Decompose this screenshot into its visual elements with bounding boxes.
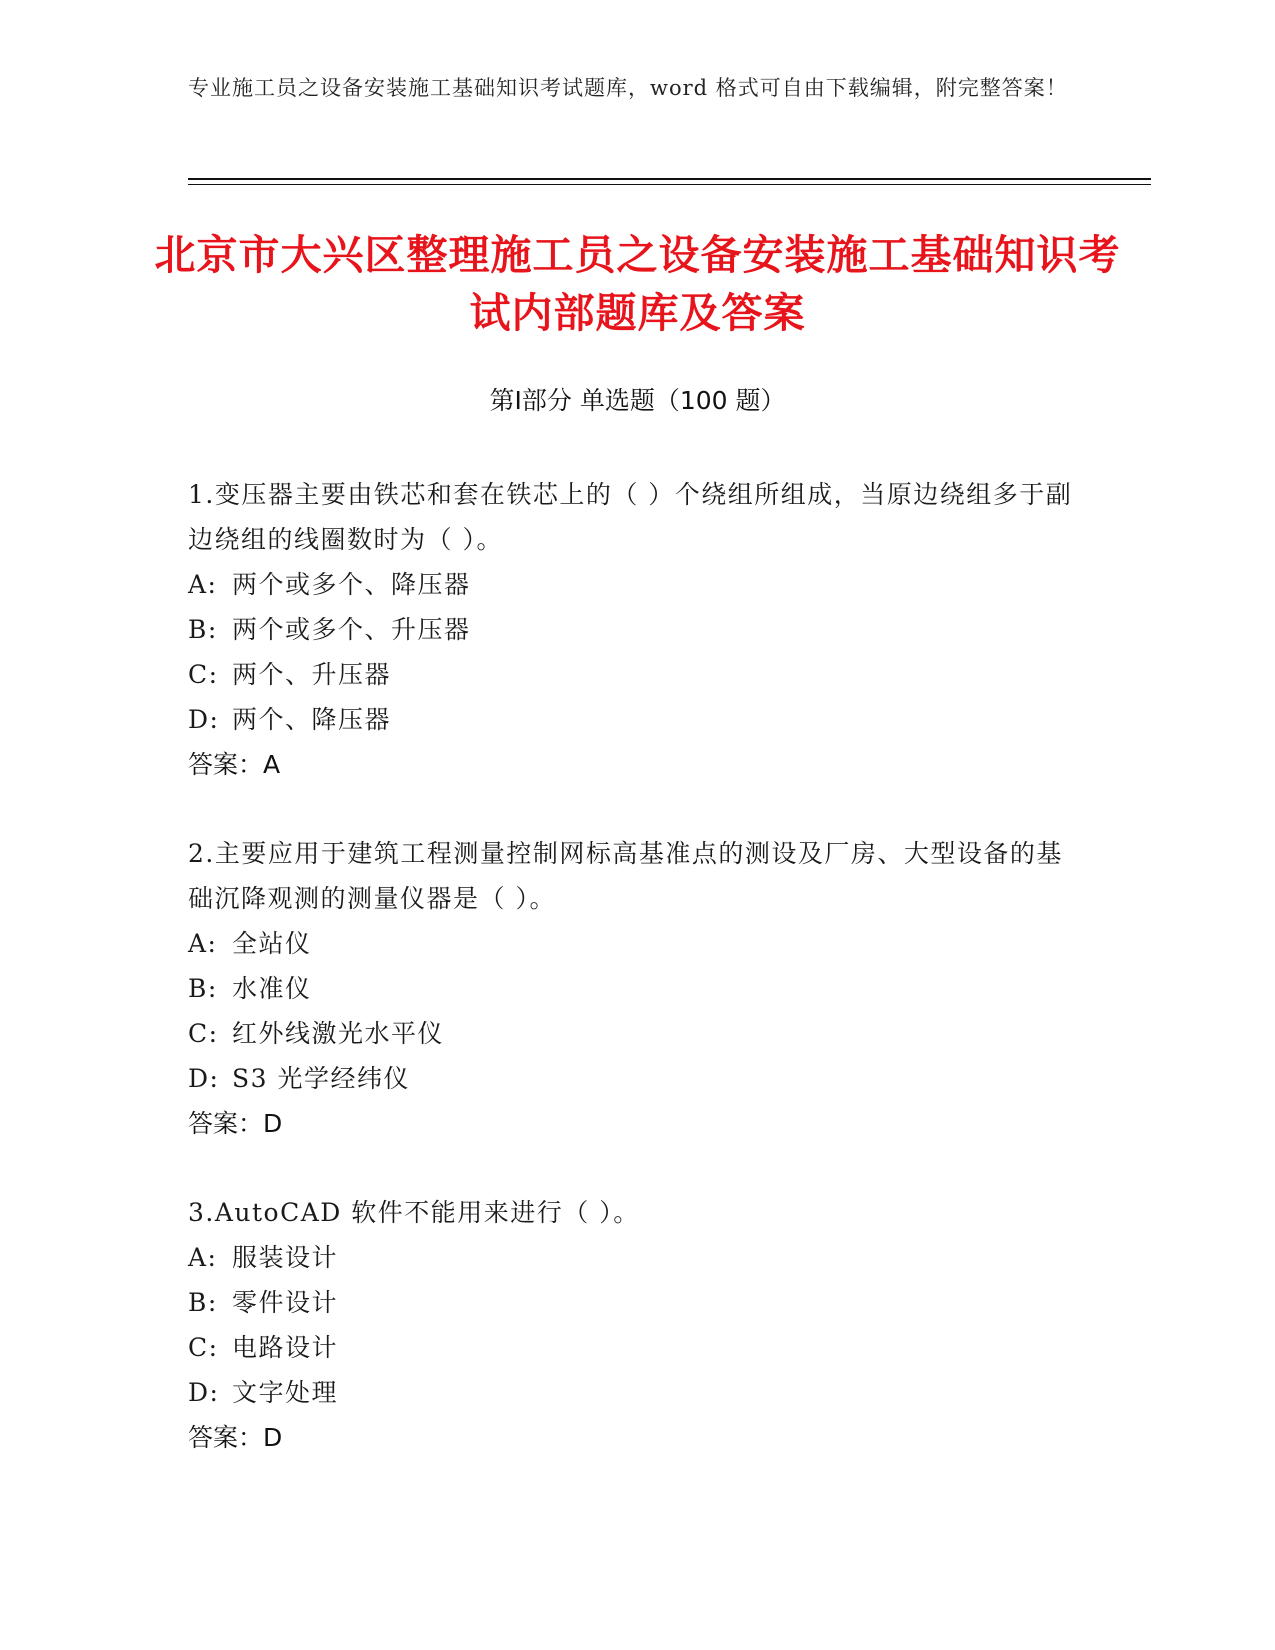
option-text: 红外线激光水平仪 (232, 1019, 445, 1048)
option-text: 两个、升压器 (232, 660, 392, 689)
option-text: 零件设计 (232, 1288, 339, 1317)
option-key: C: (188, 1333, 219, 1362)
option-key: C: (188, 1019, 219, 1048)
question-stem: 2.主要应用于建筑工程测量控制网标高基准点的测设及厂房、大型设备的基础沉降观测的测量仪器是（ ）。 (188, 839, 1063, 913)
option-d (188, 1056, 1088, 1101)
option-text: 服装设计 (232, 1243, 339, 1272)
option-text: 全站仪 (232, 929, 312, 958)
option-key: D: (188, 705, 220, 734)
option-text: 文字处理 (232, 1378, 339, 1407)
option-c (188, 652, 1088, 697)
option-key: B: (188, 615, 218, 644)
option-b (188, 966, 1088, 1011)
option-text: 两个、降压器 (232, 705, 392, 734)
question-1 (188, 472, 1088, 787)
option-c (188, 1325, 1088, 1370)
option-key: A: (188, 570, 218, 599)
option-b (188, 607, 1088, 652)
section-title: 第Ⅰ部分 单选题（100 题） (489, 386, 786, 415)
option-a (188, 1235, 1088, 1280)
option-a (188, 562, 1088, 607)
document-title: 北京市大兴区整理施工员之设备安装施工基础知识考试内部题库及答案 (154, 231, 1121, 337)
option-text: 两个或多个、降压器 (232, 570, 471, 599)
option-c (188, 1011, 1088, 1056)
option-d (188, 1370, 1088, 1415)
header-divider (188, 178, 1151, 180)
header-divider-thin (188, 184, 1151, 185)
option-key: D: (188, 1378, 220, 1407)
option-key: B: (188, 1288, 218, 1317)
question-stem: 1.变压器主要由铁芯和套在铁芯上的（ ）个绕组所组成，当原边绕组多于副边绕组的线圈数时为（ ）。 (188, 480, 1073, 554)
option-key: C: (188, 660, 219, 689)
option-text: 电路设计 (232, 1333, 339, 1362)
question-2 (188, 831, 1088, 1146)
option-key: A: (188, 1243, 218, 1272)
option-d (188, 697, 1088, 742)
option-b (188, 1280, 1088, 1325)
option-text: S3 光学经纬仪 (232, 1064, 410, 1093)
header-note: 专业施工员之设备安装施工基础知识考试题库，word 格式可自由下载编辑，附完整答案！ (188, 76, 1068, 100)
question-3 (188, 1190, 1088, 1460)
answer-line: 答案：D (188, 1423, 283, 1452)
answer-line: 答案：A (188, 750, 281, 779)
answer-line: 答案：D (188, 1109, 283, 1138)
option-key: B: (188, 974, 218, 1003)
option-text: 水准仪 (232, 974, 312, 1003)
question-stem: 3.AutoCAD 软件不能用来进行（ ）。 (188, 1198, 640, 1227)
option-key: D: (188, 1064, 220, 1093)
option-text: 两个或多个、升压器 (232, 615, 471, 644)
question-list (188, 472, 1088, 1504)
option-a (188, 921, 1088, 966)
option-key: A: (188, 929, 218, 958)
